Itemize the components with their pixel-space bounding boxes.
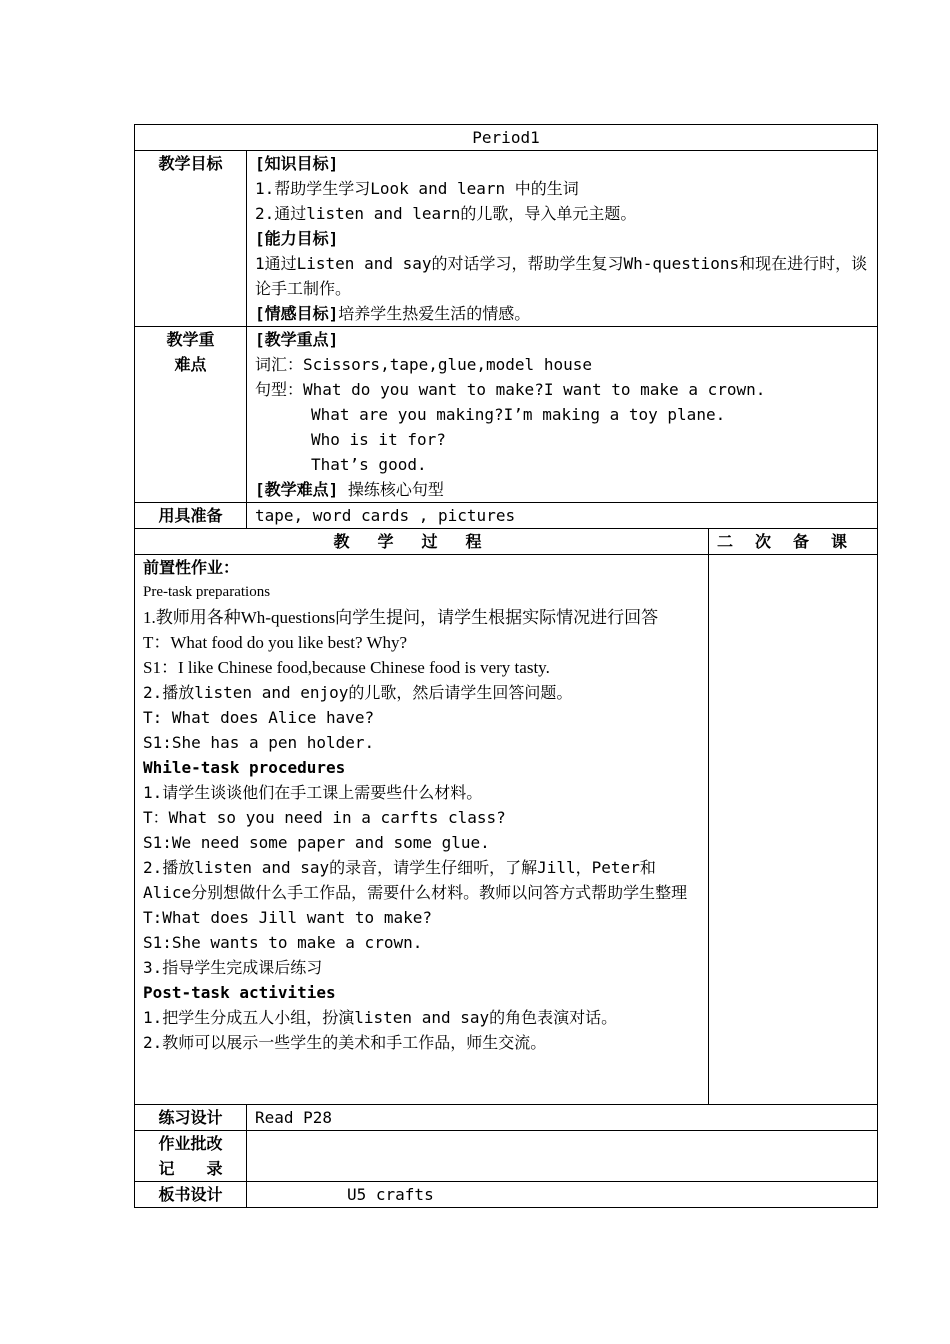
key-points-content (247, 327, 878, 503)
emotion-text: 培养学生热爱生活的情感。 (338, 304, 531, 323)
sentence-line-1: 句型：What do you want to make?I want to make a crown. (255, 380, 766, 399)
emotion-title: [情感目标] (255, 304, 339, 323)
key-points-label-2: 难点 (174, 355, 207, 374)
homework-row (135, 1131, 878, 1182)
materials-label: 用具准备 (135, 503, 247, 529)
objectives-content (247, 151, 878, 327)
pre-teacher-line: T：What food do you like best? Why? (143, 633, 408, 652)
post-task-title: Post-task activities (143, 983, 336, 1002)
board-row (135, 1182, 878, 1208)
sentence-line-4: That’s good. (311, 455, 427, 474)
secondary-header-text: 二次备课 (717, 532, 870, 551)
knowledge-item-1: 1.帮助学生学习Look and learn 中的生词 (255, 179, 579, 198)
pre-student-line-2: S1:She has a pen holder. (143, 733, 375, 752)
post-item-2: 2.教师可以展示一些学生的美术和手工作品，师生交流。 (143, 1033, 547, 1052)
while-teacher-line: T：What so you need in a carfts class? (143, 808, 506, 827)
pre-item-1: 1.教师用各种Wh-questions向学生提问，请学生根据实际情况进行回答 (143, 608, 659, 627)
pre-student-line: S1：I like Chinese food,because Chinese food is very tasty. (143, 658, 550, 677)
emotion-line (255, 301, 869, 326)
homework-content (247, 1131, 878, 1182)
process-header-text: 教学过程 (333, 532, 510, 551)
homework-label (135, 1131, 247, 1182)
difficulty-title: [教学难点] (255, 480, 339, 499)
focus-title: [教学重点] (255, 330, 339, 349)
pre-item-2: 2.播放listen and enjoy的儿歌，然后请学生回答问题。 (143, 683, 573, 702)
ability-item-1: 1通过Listen and say的对话学习，帮助学生复习Wh-questions和现在进行时，谈论手工制作。 (255, 254, 868, 298)
key-points-label-1: 教学重 (166, 330, 215, 349)
board-text: U5 crafts (247, 1182, 878, 1208)
materials-row (135, 503, 878, 529)
while-teacher-line-2: T:What does Jill want to make? (143, 908, 432, 927)
pre-teacher-line-2: T: What does Alice have? (143, 708, 375, 727)
difficulty-text: 操练核心句型 (338, 480, 444, 499)
while-student-line: S1:We need some paper and some glue. (143, 833, 490, 852)
lesson-plan-table (134, 124, 878, 1208)
process-header (135, 529, 709, 555)
difficulty-line (255, 477, 869, 502)
process-header-row (135, 529, 878, 555)
while-item-3: 3.指导学生完成课后练习 (143, 958, 323, 977)
while-item-2: 2.播放listen and say的录音，请学生仔细听，了解Jill，Peter和Alice分别想做什么手工作品，需要什么材料。教师以问答方式帮助学生整理 (143, 858, 688, 902)
ability-title: [能力目标] (255, 229, 339, 248)
while-item-1: 1.请学生谈谈他们在手工课上需要些什么材料。 (143, 783, 483, 802)
period-title: Period1 (135, 125, 878, 151)
exercise-row (135, 1105, 878, 1131)
secondary-prep-cell (709, 555, 878, 1105)
exercise-text: Read P28 (247, 1105, 878, 1131)
knowledge-item-2: 2.通过listen and learn的儿歌，导入单元主题。 (255, 204, 637, 223)
exercise-label: 练习设计 (135, 1105, 247, 1131)
objectives-label: 教学目标 (135, 151, 247, 327)
homework-label-2: 记 录 (158, 1159, 223, 1178)
sentence-line-3: Who is it for? (311, 430, 446, 449)
post-item-1: 1.把学生分成五人小组，扮演listen and say的角色表演对话。 (143, 1008, 618, 1027)
key-points-label (135, 327, 247, 503)
knowledge-title: [知识目标] (255, 154, 339, 173)
preview-title: 前置性作业： (143, 558, 240, 577)
while-task-title: While-task procedures (143, 758, 346, 777)
sentence-line-2: What are you making?I’m making a toy plane. (311, 405, 726, 424)
process-content (135, 555, 709, 1105)
while-student-line-2: S1:She wants to make a crown. (143, 933, 423, 952)
period-row (135, 125, 878, 151)
vocab-line: 词汇：Scissors,tape,glue,model house (255, 355, 592, 374)
secondary-header (709, 529, 878, 555)
key-points-row (135, 327, 878, 503)
pre-task-title: Pre-task preparations (143, 584, 271, 600)
board-label: 板书设计 (135, 1182, 247, 1208)
process-row (135, 555, 878, 1105)
homework-label-1: 作业批改 (158, 1134, 223, 1153)
objectives-row (135, 151, 878, 327)
materials-text: tape, word cards , pictures (247, 503, 878, 529)
